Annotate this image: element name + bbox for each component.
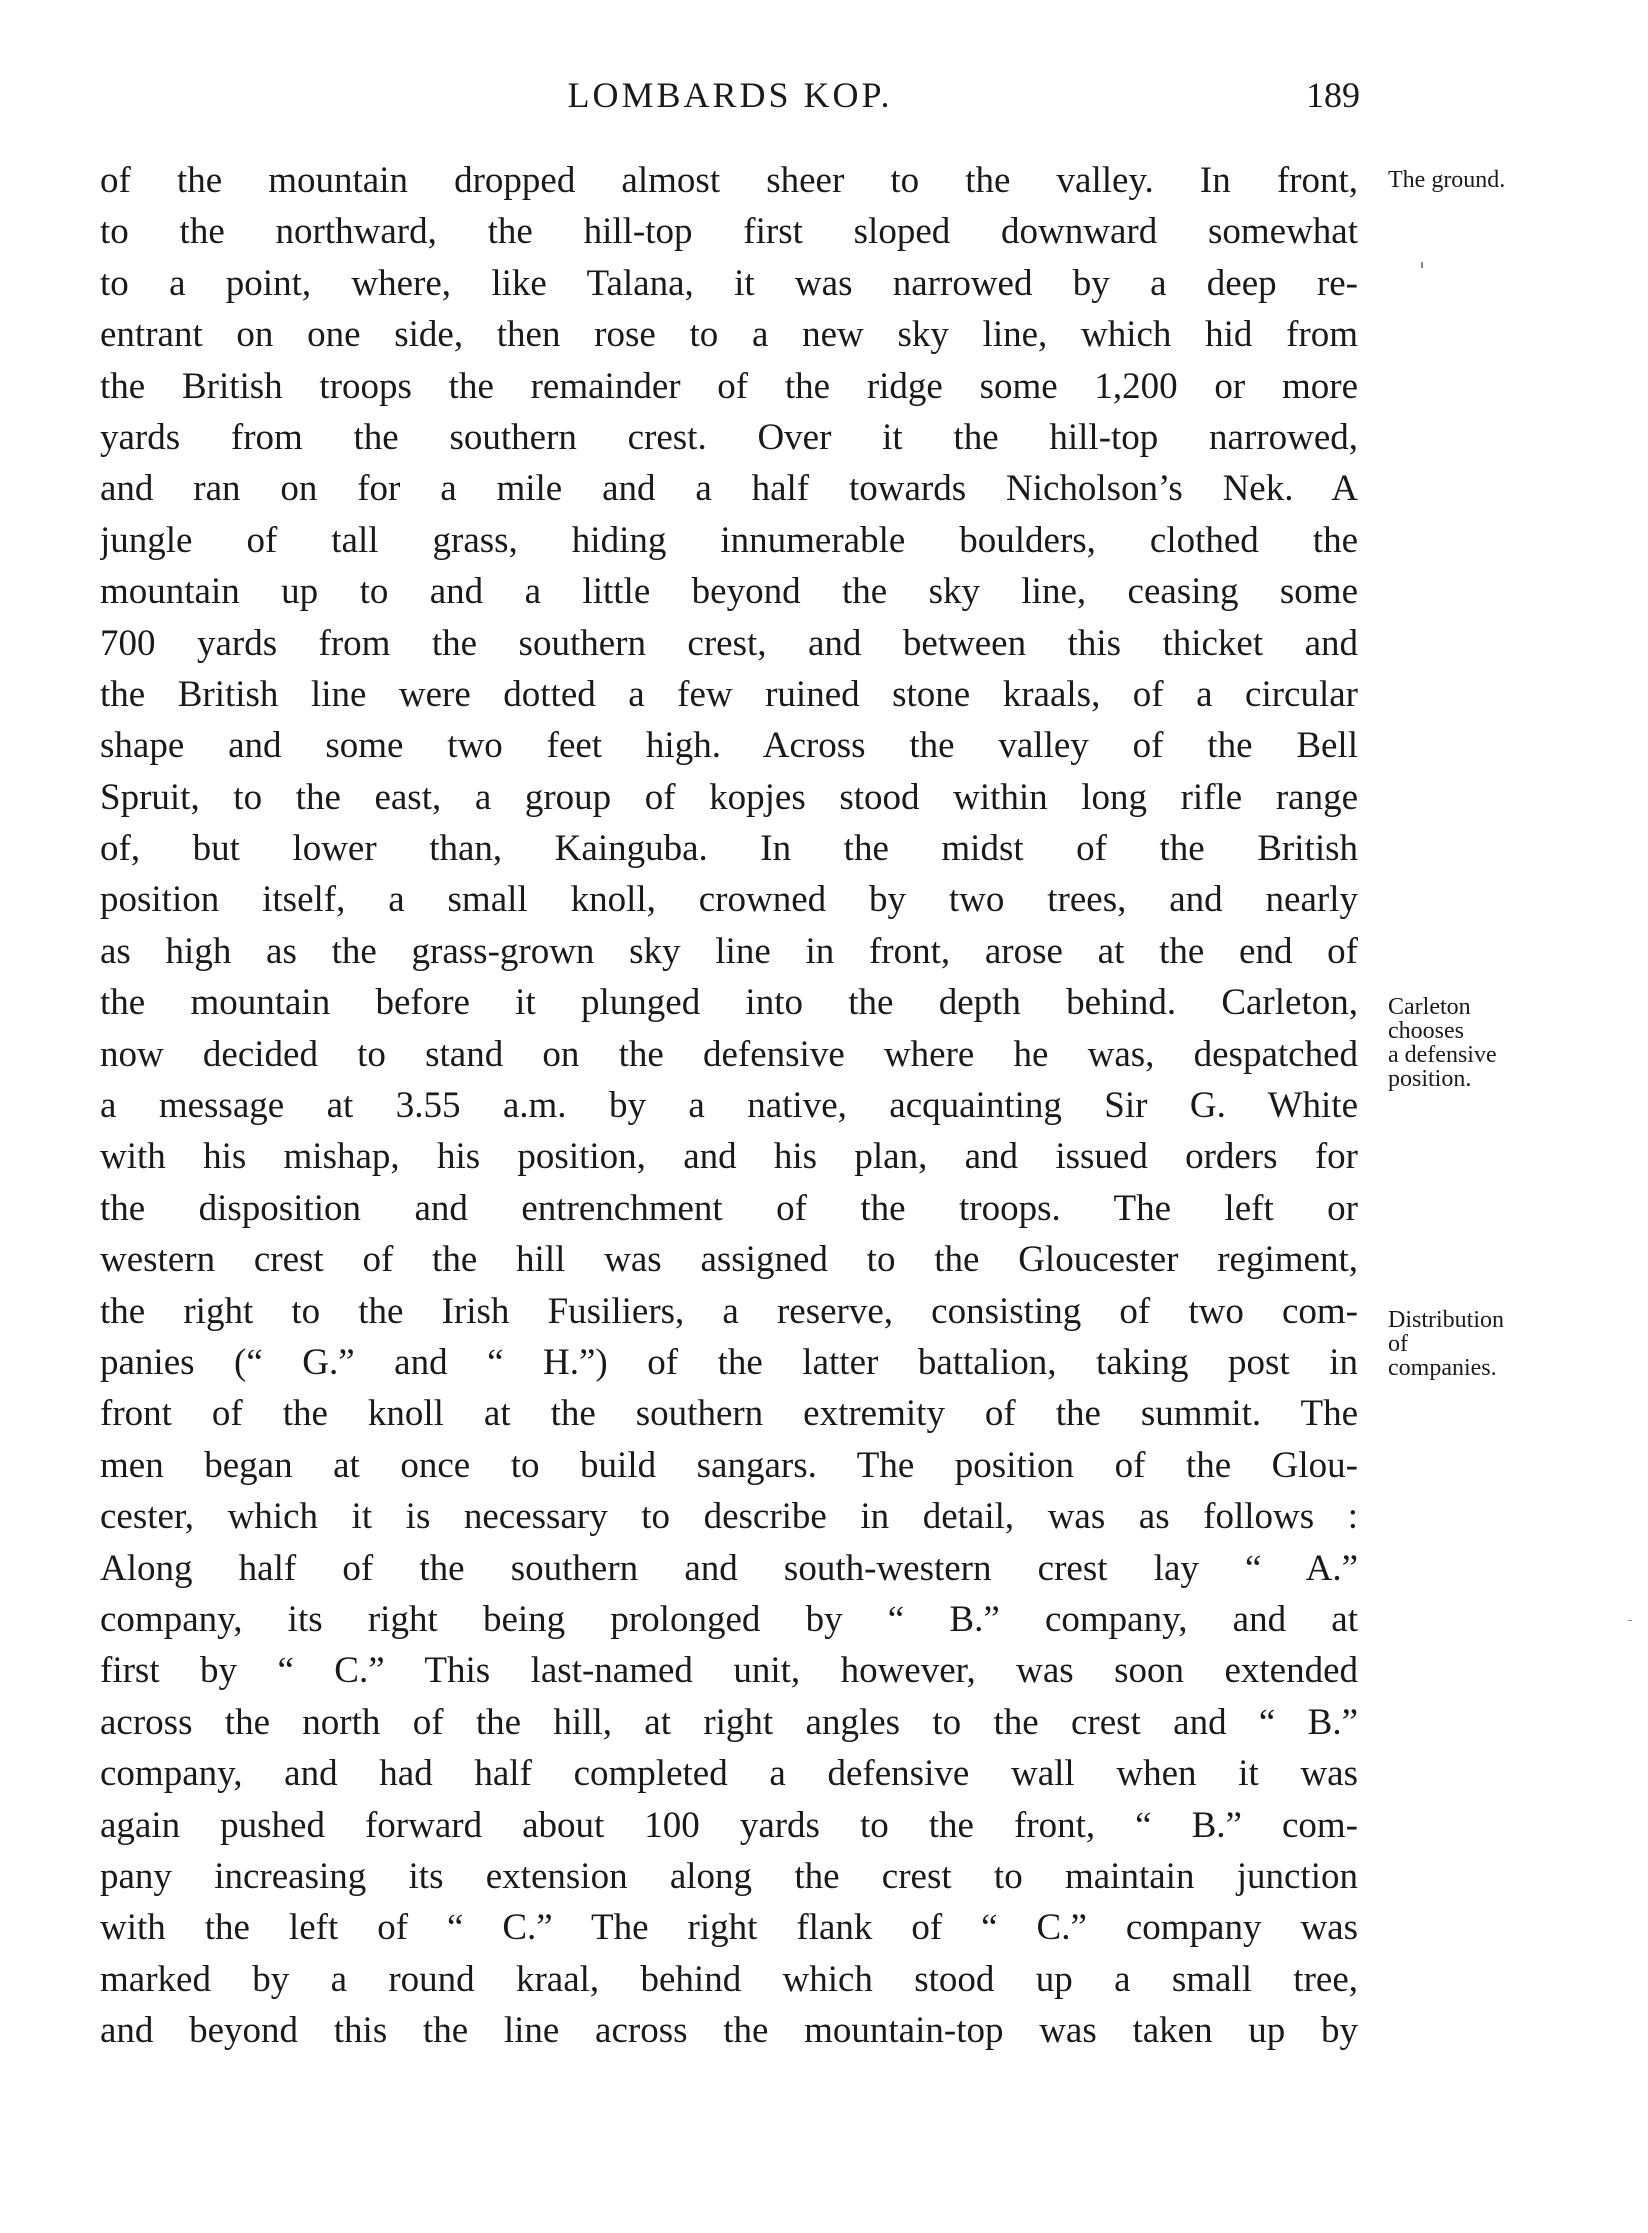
text-line: cester, which it is necessary to describe in detail, was as follows : xyxy=(100,1496,1358,1538)
running-title: LOMBARDS KOP. xyxy=(567,75,893,115)
side-note-line: a defensive xyxy=(1388,1042,1497,1068)
text-line: Along half of the southern and south-western crest lay “ A.” xyxy=(100,1547,1358,1589)
side-note-distribution xyxy=(1388,1308,1504,1380)
text-line: company, its right being prolonged by “ B.” company, and at xyxy=(100,1598,1358,1640)
text-line: with the left of “ C.” The right flank of “ C.” company was xyxy=(100,1907,1358,1949)
text-line: shape and some two feet high. Across the valley of the Bell xyxy=(100,725,1358,767)
text-line: to the northward, the hill-top first sloped downward somewhat xyxy=(100,211,1358,253)
text-line: yards from the southern crest. Over it the hill-top narrowed, xyxy=(100,416,1358,458)
text-line: now decided to stand on the defensive where he was, despatched xyxy=(100,1033,1358,1075)
side-note-line: chooses xyxy=(1388,1018,1464,1044)
text-line: the right to the Irish Fusiliers, a reserve, consisting of two com- xyxy=(100,1290,1358,1332)
running-head xyxy=(100,70,1360,120)
side-note-carleton-chooses xyxy=(1388,995,1497,1091)
stray-ink-mark xyxy=(1421,262,1423,268)
side-note-line: Distribution xyxy=(1388,1307,1505,1333)
text-line: first by “ C.” This last-named unit, however, was soon extended xyxy=(100,1650,1358,1692)
text-line: the British line were dotted a few ruined stone kraals, of a circular xyxy=(100,673,1358,715)
text-line: and ran on for a mile and a half towards Nicholson’s Nek. A xyxy=(100,468,1358,510)
side-note-the-ground xyxy=(1388,168,1505,192)
text-line: western crest of the hill was assigned to the Gloucester regiment, xyxy=(100,1239,1358,1281)
side-note-line: The ground. xyxy=(1388,167,1506,193)
text-line: with his mishap, his position, and his plan, and issued orders for xyxy=(100,1136,1358,1178)
text-line: the mountain before it plunged into the depth behind. Carleton, xyxy=(100,982,1358,1024)
text-line: mountain up to and a little beyond the sky line, ceasing some xyxy=(100,571,1358,613)
text-line: a message at 3.55 a.m. by a native, acquainting Sir G. White xyxy=(100,1085,1358,1127)
text-line: position itself, a small knoll, crowned by two trees, and nearly xyxy=(100,879,1358,921)
text-line: again pushed forward about 100 yards to the front, “ B.” com- xyxy=(100,1804,1358,1846)
side-note-line: of xyxy=(1388,1331,1408,1357)
text-line: Spruit, to the east, a group of kopjes stood within long rifle range xyxy=(100,776,1358,818)
text-line: as high as the grass-grown sky line in front, arose at the end of xyxy=(100,930,1358,972)
text-line: panies (“ G.” and “ H.”) of the latter battalion, taking post in xyxy=(100,1341,1358,1383)
text-line: entrant on one side, then rose to a new sky line, which hid from xyxy=(100,314,1358,356)
text-line: 700 yards from the southern crest, and between this thicket and xyxy=(100,622,1358,664)
text-line: marked by a round kraal, behind which stood up a small tree, xyxy=(100,1958,1358,2000)
text-line: of, but lower than, Kainguba. In the midst of the British xyxy=(100,828,1358,870)
text-line: the disposition and entrenchment of the troops. The left or xyxy=(100,1187,1358,1229)
stray-ink-mark xyxy=(1628,1620,1632,1621)
text-line: company, and had half completed a defensive wall when it was xyxy=(100,1753,1358,1795)
text-line: of the mountain dropped almost sheer to the valley. In front, xyxy=(100,160,1358,201)
text-line: front of the knoll at the southern extremity of the summit. The xyxy=(100,1393,1358,1435)
text-line: and beyond this the line across the mountain-top was taken up by xyxy=(100,2010,1358,2052)
side-note-line: Carleton xyxy=(1388,994,1471,1020)
text-line: across the north of the hill, at right angles to the crest and “ B.” xyxy=(100,1701,1358,1743)
page-number: 189 xyxy=(1306,75,1360,115)
text-line: men began at once to build sangars. The position of the Glou- xyxy=(100,1444,1358,1486)
body-text xyxy=(100,155,1358,2056)
text-line: the British troops the remainder of the ridge some 1,200 or more xyxy=(100,365,1358,407)
side-note-line: companies. xyxy=(1388,1355,1497,1381)
text-line: pany increasing its extension along the crest to maintain junction xyxy=(100,1855,1358,1897)
text-line: to a point, where, like Talana, it was narrowed by a deep re- xyxy=(100,262,1358,304)
side-note-line: position. xyxy=(1388,1066,1472,1092)
text-line: jungle of tall grass, hiding innumerable boulders, clothed the xyxy=(100,519,1358,561)
